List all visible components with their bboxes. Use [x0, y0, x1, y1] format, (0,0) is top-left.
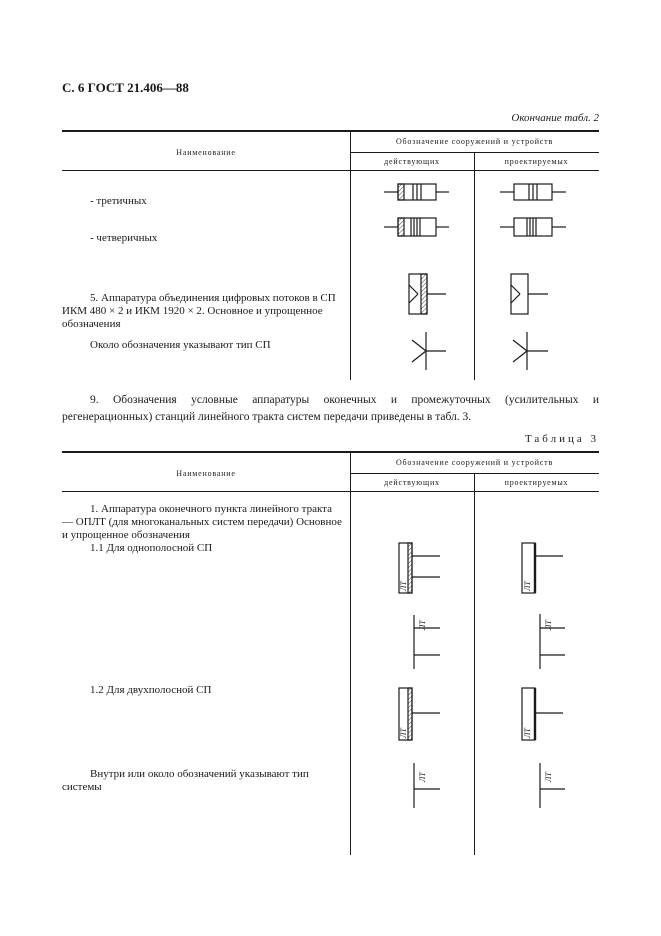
table3-col-group: Обозначение сооружений и устройств	[395, 458, 554, 467]
table3-row-1: 1. Аппаратура оконечного пункта линейного тракта — ОПЛТ (для многоканальных систем передачи) Основное и упрощенное обозначения	[62, 503, 342, 541]
table2-row-quaternary: - четверичных	[90, 232, 158, 244]
lt-label-6: ЛТ	[523, 728, 532, 738]
table2-col-group: Обозначение сооружений и устройств	[395, 137, 554, 146]
tertiary-planned-symbol	[500, 184, 566, 200]
lt-label-1: ЛТ	[399, 581, 408, 591]
paragraph-9: 9. Обозначения условные аппаратуры оконечных и промежуточных (усилительных и регенерационных) станций линейного тракта систем передачи приведены в табл. 3.	[62, 394, 599, 423]
table3-row-1-2: 1.2 Для двухполосной СП	[90, 684, 212, 696]
table3-row-1-1: 1.1 Для однополосной СП	[90, 542, 213, 554]
lt-label-7: ЛТ	[418, 772, 427, 782]
table3-row-note: Внутри или около обозначений указывают тип системы	[62, 768, 309, 793]
tertiary-existing-symbol	[384, 184, 449, 200]
oplt-note-planned-symbol	[540, 763, 565, 808]
multiplexer-planned-symbol	[511, 274, 548, 314]
lt-label-5: ЛТ	[399, 728, 408, 738]
table2-col-existing: действующих	[384, 157, 440, 166]
table3-col-planned: проектируемых	[504, 478, 569, 487]
lt-label-4: ЛТ	[544, 620, 553, 630]
multiplexer-existing-symbol	[409, 274, 446, 314]
lt-label-3: ЛТ	[418, 620, 427, 630]
table2-col-name: Наименование	[176, 148, 236, 157]
table2-row-5: 5. Аппаратура объединения цифровых потоков в СП ИКМ 480 × 2 и ИКМ 1920 × 2. Основное и упрощенное обозначения	[62, 292, 336, 330]
lt-label-2: ЛТ	[523, 581, 532, 591]
lt-label-8: ЛТ	[544, 772, 553, 782]
multiplexer-simplified-existing-symbol	[412, 332, 446, 370]
table3-col-name: Наименование	[176, 469, 236, 478]
table2-row-tertiary: - третичных	[90, 195, 147, 207]
page-header: С. 6 ГОСТ 21.406—88	[62, 80, 189, 95]
table2-col-planned: проектируемых	[504, 157, 569, 166]
oplt-note-existing-symbol	[414, 763, 440, 808]
multiplexer-simplified-planned-symbol	[513, 332, 548, 370]
table3-col-existing: действующих	[384, 478, 440, 487]
table3-title: Таблица 3	[524, 433, 599, 445]
table2-continuation: Окончание табл. 2	[511, 112, 599, 124]
table2-row-note: Около обозначения указывают тип СП	[90, 339, 271, 351]
quaternary-planned-symbol	[500, 218, 566, 236]
quaternary-existing-symbol	[384, 218, 449, 236]
